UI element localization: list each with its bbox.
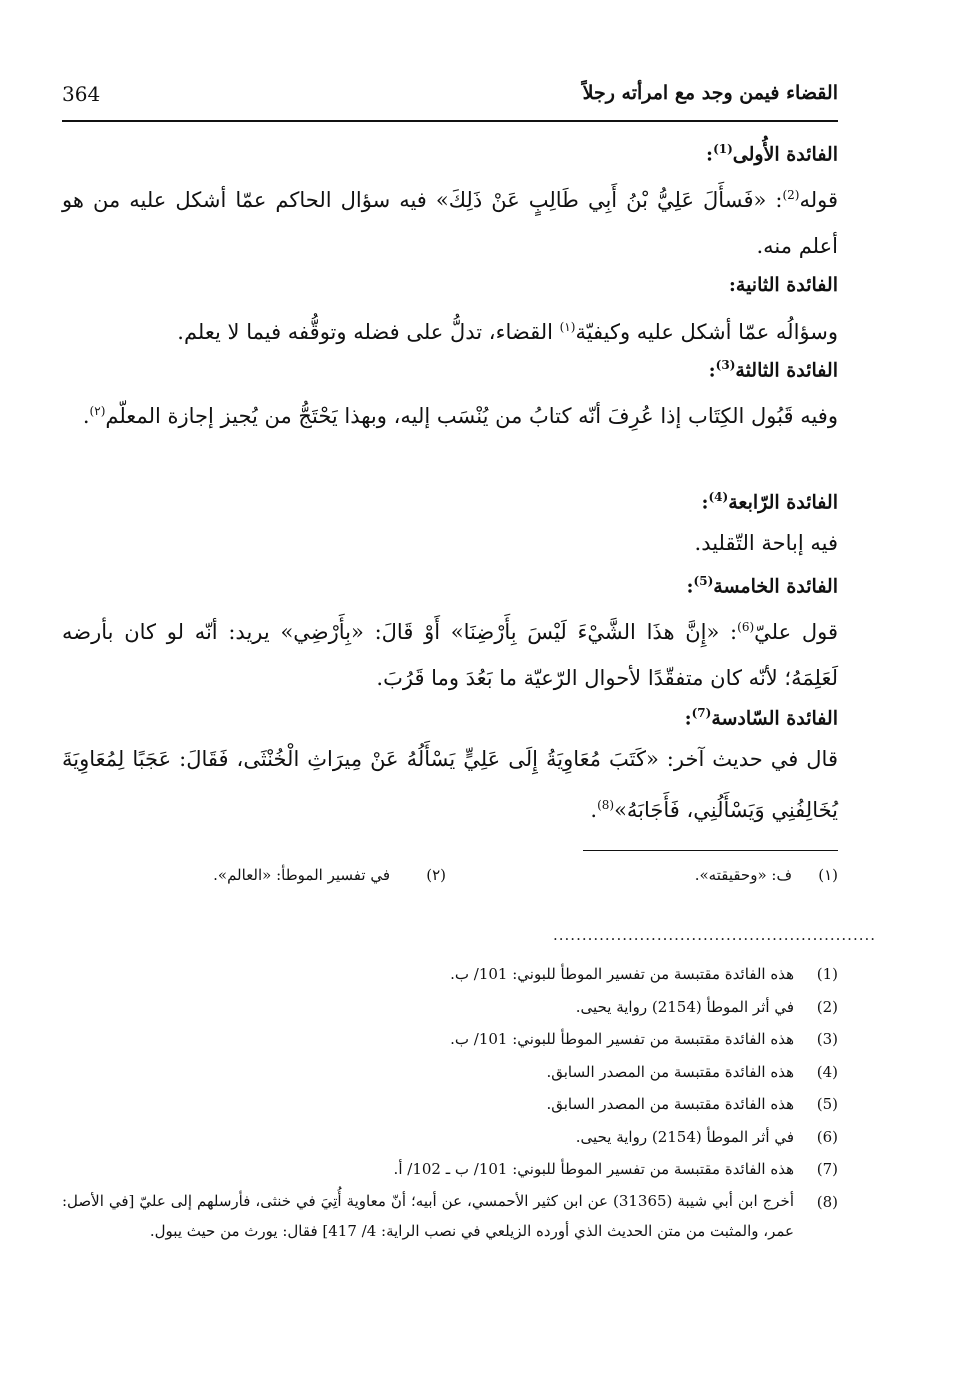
original-footnote-text: ف: «وحقيقته».: [694, 866, 792, 884]
paragraph: قال في حديث آخر: «كَتَبَ مُعَاوِيَةُ إِلَى عَلِيٍّ يَسْأَلُهُ عَنْ مِيرَاثِ الْخُنْثَى، فَقَالَ: عَجَبًا لِمُعَاوِيَةَ يُخَالِفُنِي وَيَسْأَلُنِي، فَأَجَابَهُ»$^{(8)}$.: [62, 747, 838, 822]
section-heading: الفائدة الرّابعة$^{(4)}$:: [701, 490, 838, 514]
paragraph: فيه إباحة التّقليد.: [694, 531, 838, 555]
paragraph: قوله$^{(2)}$: «فَسأَلَ عَلِيُّ بْنُ أَبِي طَالِبٍ عَنْ ذَلِكَ» فيه سؤال الحاكم عمّا أشكل عليه من هو أعلم منه.: [62, 188, 838, 258]
page-number: 364: [62, 82, 101, 106]
section-heading: الفائدة الثالثة$^{(3)}$:: [708, 358, 838, 382]
section-heading: الفائدة الأُولى$^{(1)}$:: [706, 142, 838, 166]
paragraph: وفيه قَبُول الكِتَاب إذا عُرِفَ أنّه كتابُ من يُنْسَب إليه، وبهذا يَحْتَجُّ من يُجيز إجازة المعلّم$^{(٢)}$.: [82, 404, 838, 428]
footnote: (4) هذه الفائدة مقتبسة من المصدر السابق.: [546, 1062, 838, 1081]
footnote: (1) هذه الفائدة مقتبسة من تفسير الموطأ للبوني: 101/ ب.: [450, 965, 838, 983]
original-footnote-number: (٢): [426, 866, 446, 884]
original-footnotes: [62, 866, 838, 890]
section-heading: الفائدة السّادسة$^{(7)}$:: [684, 706, 838, 730]
footnote: (7) هذه الفائدة مقتبسة من تفسير الموطأ للبوني: 101/ ب ـ 102/ أ.: [393, 1160, 838, 1178]
original-footnote-number: (١): [818, 866, 838, 884]
footnote: (2) في أثر الموطأ (2154) رواية يحيى.: [575, 997, 838, 1016]
section-heading: الفائدة الخامسة$^{(5)}$:: [686, 574, 838, 598]
footnote: (8) أخرج ابن أبي شيبة (31365) عن ابن كثير الأحمسي، عن أبيه؛ أنّ معاوية أُتِيَ في خنثى، فأرسلهم إلى عليّ [في الأصل: عمر، والمثبت من متن الحديث الذي أورده الزيلعي في نصب الراية: 4/ 417] فقال: يورث من حيث يبول.: [62, 1191, 838, 1240]
original-footnote-text: في تفسير الموطأ: «العالم».: [213, 866, 390, 884]
page: [62, 0, 877, 1378]
footnote: (6) في أثر الموطأ (2154) رواية يحيى.: [575, 1127, 838, 1146]
section-heading: الفائدة الثانية:: [728, 274, 838, 296]
paragraph: قول عليّ$^{(6)}$: «إِنَّ هذَا الشَّيْءَ لَيْسَ بِأَرْضِنَا» أَوْ قَالَ: «بِأَرْضِي» يريد: أنّه لو كان بأرضه لَعَلِمَهُ؛ لأنّه كان متفقّدًا لأحوال الرّعيّة ما بَعُدَ وما قَرُبَ.: [62, 620, 838, 690]
footnote-rule: [583, 850, 838, 851]
paragraph: وسؤالُه عمّا أشكل عليه وكيفيّة$^{(١)}$ القضاء، تدلُّ على فضله وتوقُّفه فيما لا يعلم.: [177, 320, 838, 344]
footnote: (5) هذه الفائدة مقتبسة من المصدر السابق.: [546, 1095, 838, 1113]
main-text: [62, 132, 838, 833]
editor-footnotes: [62, 958, 838, 1246]
footnote: (3) هذه الفائدة مقتبسة من تفسير الموطأ للبوني: 101/ ب.: [450, 1030, 838, 1048]
running-title: القضاء فيمن وجد مع امرأته رجلاً: [582, 82, 838, 104]
header-rule: [62, 120, 838, 122]
running-header: [62, 82, 838, 114]
dotted-separator: ........................................................: [553, 926, 877, 944]
